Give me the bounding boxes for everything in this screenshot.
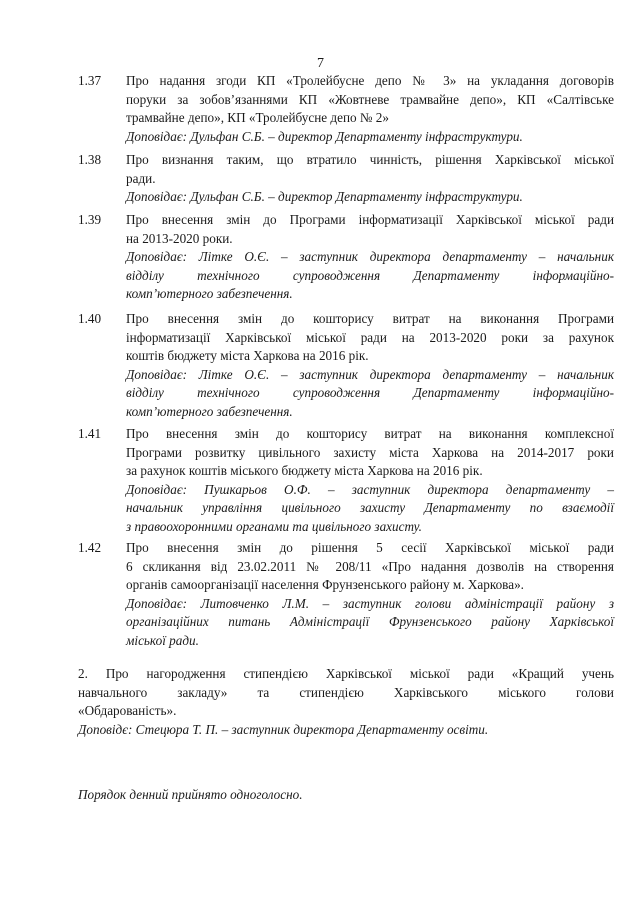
- item-number: 1.41: [78, 426, 102, 441]
- item-text-line: Про внесення змін до кошторису витрат на виконання комплексної: [126, 426, 614, 441]
- section-text-line: 2. Про нагородження стипендією Харківської міської ради «Кращий учень: [78, 666, 614, 681]
- item-number: 1.38: [78, 152, 102, 167]
- item-speaker: Доповідає: Дульфан С.Б. – директор Департаменту інфраструктури.: [126, 128, 523, 144]
- agenda-item: [78, 151, 614, 207]
- item-speaker: організаційних питань Адміністрації Фрунзенського району Харківської: [126, 614, 614, 629]
- page-number: 7: [317, 56, 324, 71]
- item-speaker: міської ради.: [126, 632, 199, 648]
- agenda-item: [78, 211, 614, 304]
- item-speaker: відділу технічного супроводження Департаменту інформаційно-: [126, 385, 614, 400]
- item-text-line: 6 скликання від 23.02.2011 № 208/11 «Про надання дозволів на створення: [126, 558, 614, 574]
- section-speaker: Доповідє: Стецюра Т. П. – заступник директора Департаменту освіти.: [78, 721, 489, 737]
- item-text-line: Про надання згоди КП «Тролейбусне депо № 3» на укладання договорів: [126, 73, 614, 88]
- item-number: 1.40: [78, 311, 102, 326]
- item-number: 1.42: [78, 540, 102, 555]
- agenda-item: [78, 425, 614, 536]
- item-text-line: ради.: [126, 170, 156, 186]
- item-speaker: Доповідає: Пушкарьов О.Ф. – заступник директора департаменту –: [126, 481, 614, 497]
- item-number: 1.39: [78, 212, 102, 227]
- item-speaker: Доповідає: Литовченко Л.М. – заступник голови адміністрації району з: [126, 595, 614, 611]
- item-number: 1.37: [78, 73, 102, 88]
- item-speaker: комп’ютерного забезпечення.: [126, 286, 293, 301]
- item-speaker: начальник управління цивільного захисту Департаменту по взаємодії: [126, 500, 614, 515]
- item-text-line: Про внесення змін до кошторису витрат на виконання Програми: [126, 311, 614, 326]
- item-speaker: Доповідає: Літке О.Є. – заступник директора департаменту – начальник: [126, 249, 614, 264]
- section-text-line: навчального закладу» та стипендією Харківського міського голови: [78, 684, 614, 700]
- item-text-line: органів самоорганізації населення Фрунзенського району м. Харкова».: [126, 577, 524, 592]
- agenda-item: [78, 539, 614, 650]
- item-speaker: відділу технічного супроводження Департаменту інформаційно-: [126, 267, 614, 283]
- item-text-line: трамвайне депо», КП «Тролейбусне депо № 2»: [126, 110, 389, 125]
- item-text-line: Про внесення змін до Програми інформатизації Харківської міської ради: [126, 212, 614, 227]
- item-text-line: за рахунок коштів міського бюджету міста Харкова на 2016 рік.: [126, 463, 483, 478]
- item-text-line: на 2013-2020 роки.: [126, 230, 233, 246]
- agenda-section-2: [78, 665, 614, 739]
- item-text-line: коштів бюджету міста Харкова на 2016 рік.: [126, 348, 369, 363]
- item-speaker: Доповідає: Літке О.Є. – заступник директора департаменту – начальник: [126, 366, 614, 382]
- agenda-item: [78, 72, 614, 146]
- item-text-line: Про визнання таким, що втратило чинність, рішення Харківської міської: [126, 152, 614, 167]
- item-speaker: комп’ютерного забезпечення.: [126, 403, 293, 419]
- agenda-item: [78, 310, 614, 421]
- section-text-line: «Обдарованість».: [78, 703, 177, 718]
- item-text-line: поруки за зобов’язаннями КП «Жовтневе трамвайне депо», КП «Салтівське: [126, 91, 614, 107]
- item-text-line: Програми розвитку цивільного захисту міста Харкова на 2014-2017 роки: [126, 444, 614, 460]
- order-note: Порядок денний прийнято одноголосно.: [78, 787, 303, 802]
- item-text-line: Про внесення змін до рішення 5 сесії Харківської міської ради: [126, 540, 614, 555]
- item-speaker: Доповідає: Дульфан С.Б. – директор Департаменту інфраструктури.: [126, 189, 523, 204]
- item-text-line: інформатизації Харківської міської ради на 2013-2020 роки за рахунок: [126, 329, 614, 345]
- item-speaker: з правоохоронними органами та цивільного захисту.: [126, 518, 422, 534]
